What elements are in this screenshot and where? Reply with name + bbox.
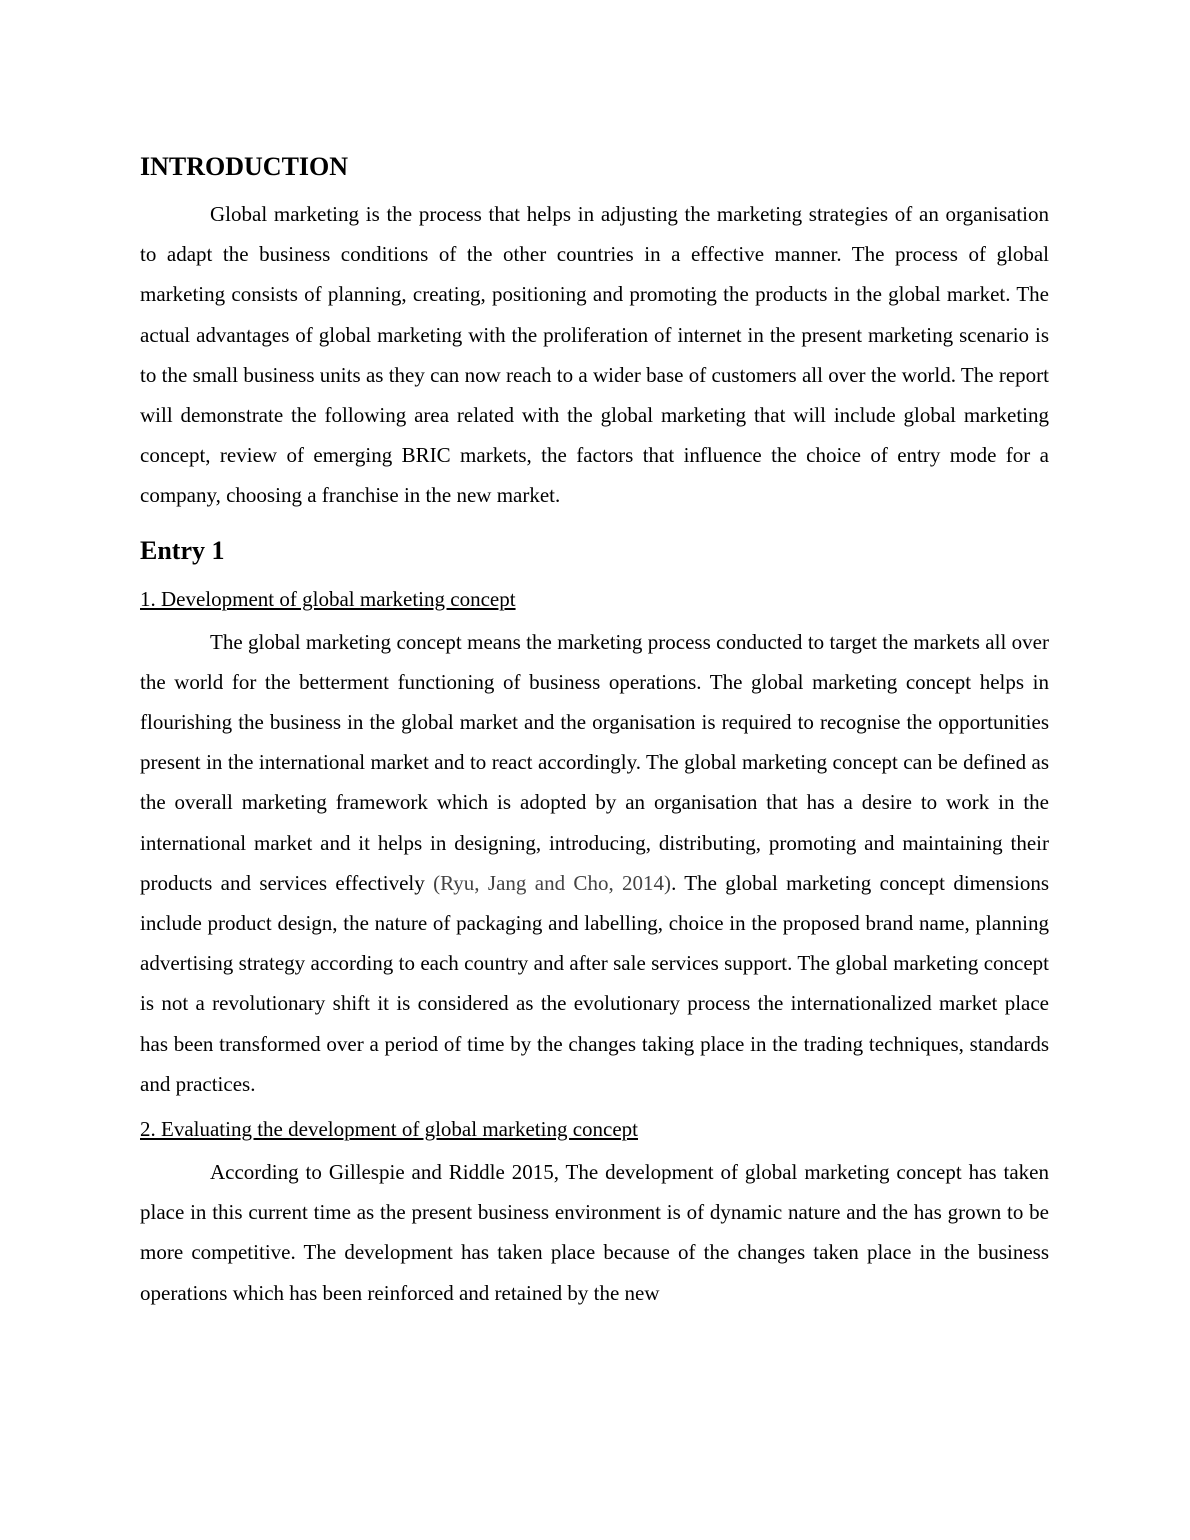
section-1-text-part2: . The global marketing concept dimensions include product design, the nature of packaging and labelling, choice in the proposed brand name, planning advertising strategy according to each country and after sale services support. The global marketing concept is not a revolutionary shift it is considered as the evolutionary process the internationalized market place has been transformed over a period of time by the changes taking place in the trading techniques, standards and practices. [140, 870, 1049, 1096]
section-1-text-part1: The global marketing concept means the marketing process conducted to target the markets all over the world for the betterment functioning of business operations. The global marketing concept helps in flourishing the business in the global market and the organisation is required to recognise the opportunities present in the international market and to react accordingly. The global marketing concept can be defined as the overall marketing framework which is adopted by an organisation that has a desire to work in the international market and it helps in designing, introducing, distributing, promoting and maintaining their products and services effectively [140, 629, 1049, 895]
entry-1-heading: Entry 1 [140, 535, 225, 565]
section-2-paragraph: According to Gillespie and Riddle 2015, The development of global marketing concept has taken place in this current time as the present business environment is of dynamic nature and the has grown to be more competitive. The development has taken place because of the changes taken place in the business operations which has been reinforced and retained by the new [140, 1160, 1049, 1305]
document-page [140, 150, 1049, 1321]
section-1-title: 1. Development of global marketing concept [140, 586, 516, 611]
introduction-paragraph: Global marketing is the process that helps in adjusting the marketing strategies of an organisation to adapt the business conditions of the other countries in a effective manner. The process of global marketing consists of planning, creating, positioning and promoting the products in the global market. The actual advantages of global marketing with the proliferation of internet in the present marketing scenario is to the small business units as they can now reach to a wider base of customers all over the world. The report will demonstrate the following area related with the global marketing that will include global marketing concept, review of emerging BRIC markets, the factors that influence the choice of entry mode for a company, choosing a franchise in the new market. [140, 202, 1049, 508]
citation-ryu-jang-cho: (Ryu, Jang and Cho, 2014) [433, 870, 672, 895]
section-1-paragraph [140, 622, 1049, 1104]
section-2-title: 2. Evaluating the development of global marketing concept [140, 1117, 639, 1142]
introduction-heading: INTRODUCTION [140, 152, 349, 181]
